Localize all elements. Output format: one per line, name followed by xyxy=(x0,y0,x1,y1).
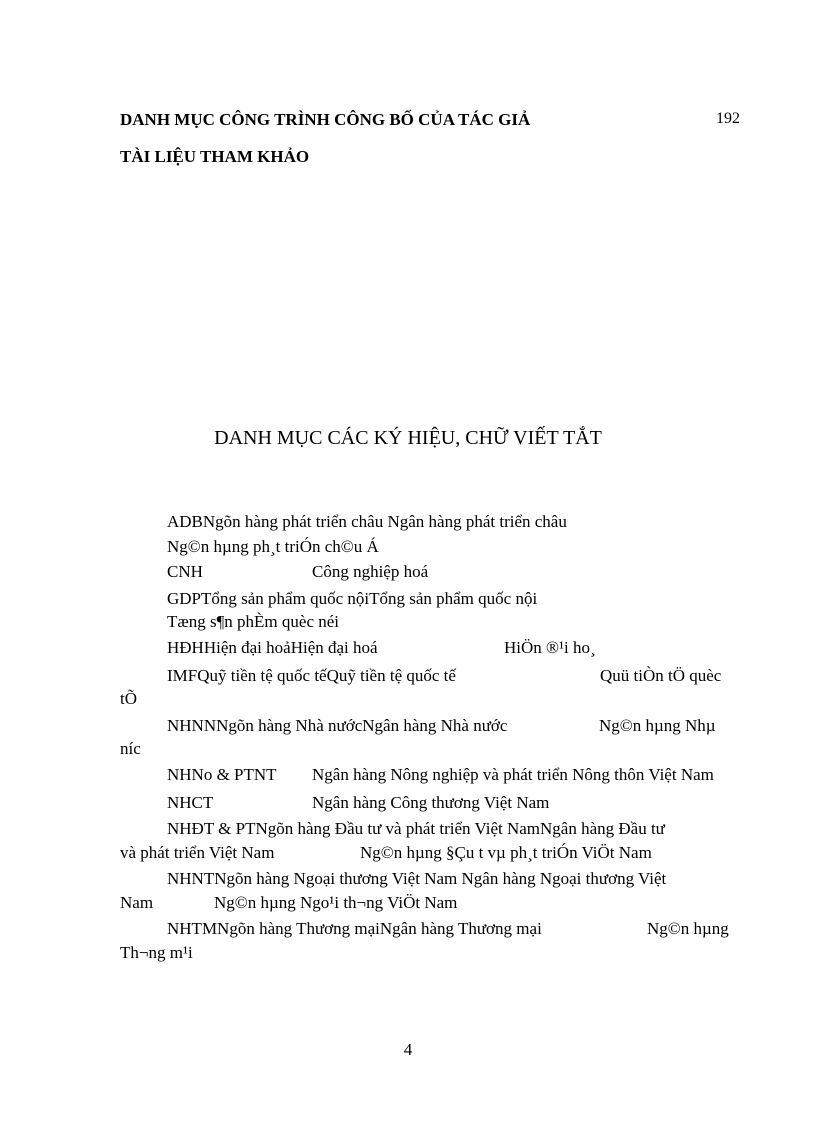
abbr-nhtm-text: NHTMNgõn hàng Thương mạiNgân hàng Thương mại xyxy=(167,919,542,938)
abbr-nhno-code: NHNo & PTNT xyxy=(167,765,277,784)
abbr-cnh-meaning: Công nghiệp hoá xyxy=(312,562,429,581)
toc-entry-references: TÀI LIỆU THAM KHẢO xyxy=(120,147,310,166)
abbr-nhct-meaning: Ngân hàng Công thương Việt Nam xyxy=(312,793,550,812)
abbr-nhtm-wrap: Th¬ng m¹i xyxy=(120,943,193,962)
abbr-gdp-line1: GDPTổng sản phẩm quốc nộiTổng sản phẩm quốc nội xyxy=(167,589,538,608)
abbr-nhnn-legacy: Ng©n hµng Nhµ xyxy=(599,716,716,735)
abbr-nhdt-line2b: Ng©n hµng §Çu t vµ ph¸t triÓn ViÖt Nam xyxy=(360,843,652,862)
abbr-nhnt-line2a: Nam xyxy=(120,893,154,912)
section-title: DANH MỤC CÁC KÝ HIỆU, CHỮ VIẾT TẮT xyxy=(214,427,602,449)
abbr-nhtm-legacy: Ng©n hµng xyxy=(647,919,729,938)
abbr-nhnn-text: NHNNNgõn hàng Nhà nướcNgân hàng Nhà nước xyxy=(167,716,508,735)
abbr-adb-line1: ADBNgõn hàng phát triển châu Ngân hàng phát triển châu xyxy=(167,512,567,531)
abbr-nhct-code: NHCT xyxy=(167,793,214,812)
abbr-nhno-meaning: Ngân hàng Nông nghiệp và phát triển Nông thôn Việt Nam xyxy=(312,765,714,784)
abbr-adb-line2: Ng©n hµng ph¸t triÓn ch©u Á xyxy=(167,537,379,556)
abbr-imf-legacy: Quü tiÒn tÖ quèc xyxy=(600,666,722,685)
abbr-nhnn-wrap: níc xyxy=(120,739,141,758)
toc-page-number: 192 xyxy=(716,110,740,127)
abbr-hdh-legacy: HiÖn ®¹i ho¸ xyxy=(504,638,596,657)
page-number: 4 xyxy=(403,1040,413,1059)
abbr-hdh-text: HĐHHiện đại hoảHiện đại hoá xyxy=(167,638,378,657)
abbr-cnh-code: CNH xyxy=(167,562,203,581)
abbr-nhnt-line1: NHNTNgõn hàng Ngoại thương Việt Nam Ngân hàng Ngoại thương Việt xyxy=(167,869,667,888)
abbr-nhdt-line1: NHĐT & PTNgõn hàng Đầu tư và phát triển Việt NamNgân hàng Đầu tư xyxy=(167,819,665,838)
abbr-imf-text: IMFQuỹ tiền tệ quốc tếQuỹ tiền tệ quốc tế xyxy=(167,666,456,685)
abbr-gdp-line2: Tæng s¶n phÈm quèc néi xyxy=(167,612,340,631)
abbr-imf-wrap: tÕ xyxy=(120,689,137,708)
abbr-nhnt-line2b: Ng©n hµng Ngo¹i th¬ng ViÖt Nam xyxy=(214,893,458,912)
abbr-nhdt-line2a: và phát triển Việt Nam xyxy=(120,843,275,862)
toc-entry-publications: DANH MỤC CÔNG TRÌNH CÔNG BỐ CỦA TÁC GIẢ xyxy=(120,110,531,129)
